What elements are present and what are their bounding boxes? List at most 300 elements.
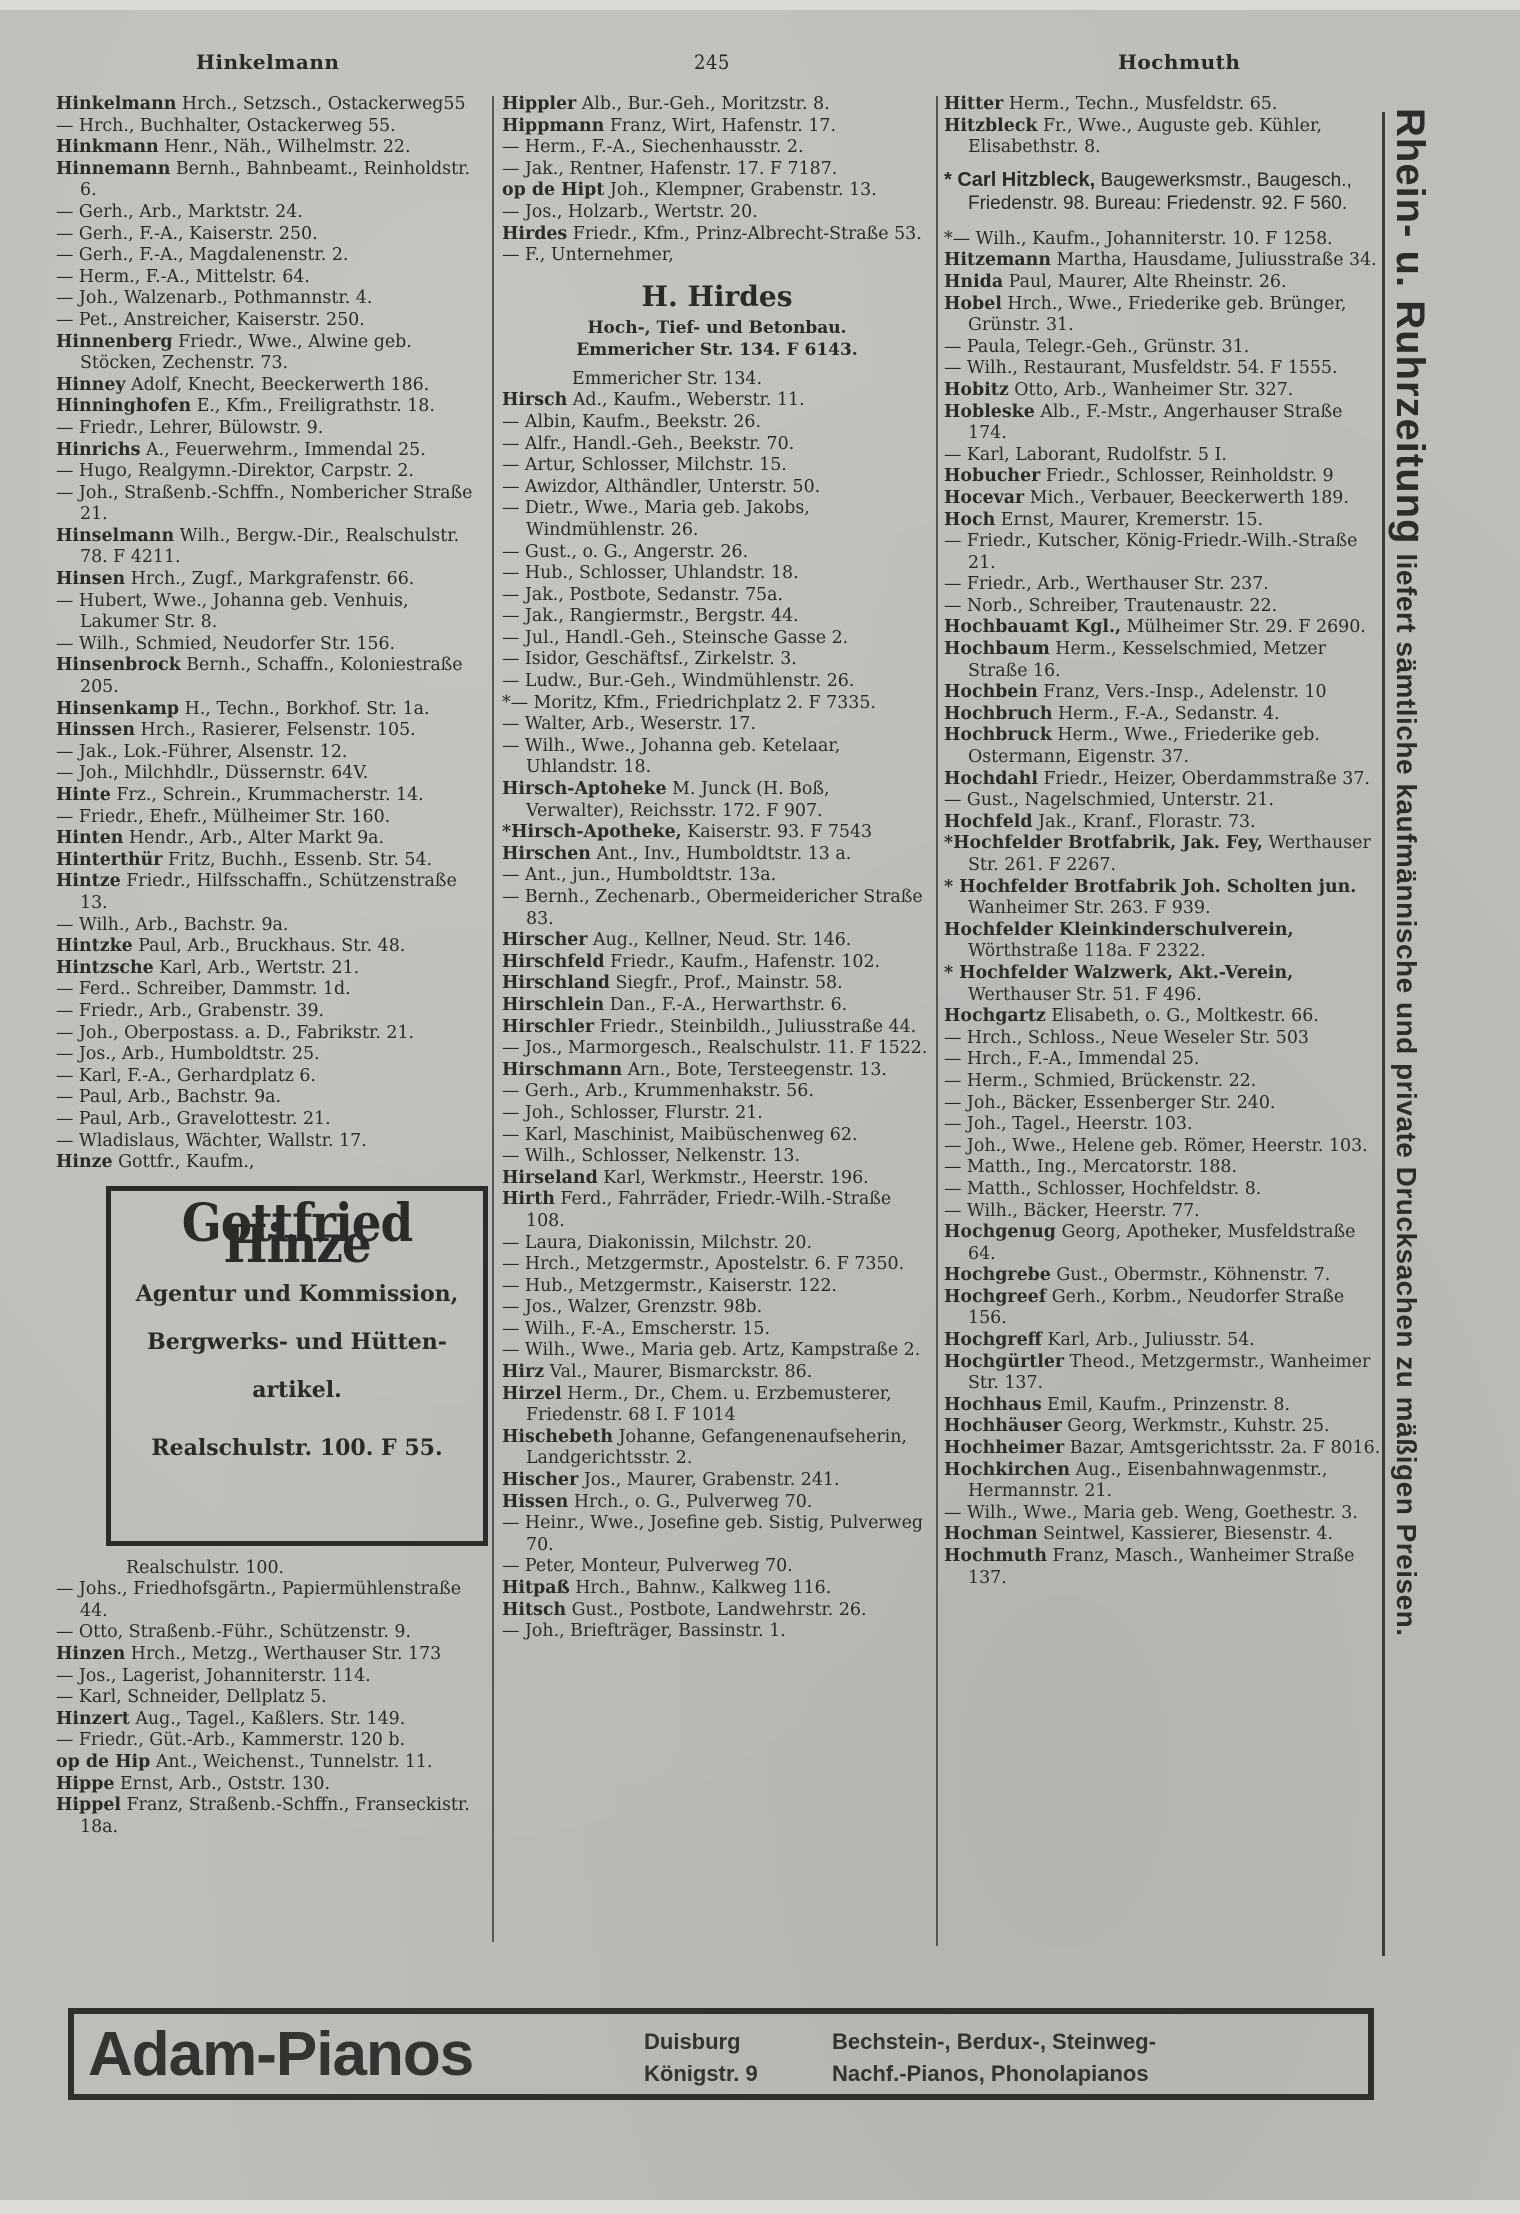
- entry-details: Friedr., Heizer, Oberdammstraße 37.: [1043, 768, 1370, 789]
- entry-details: Herm., Techn., Musfeldstr. 65.: [1008, 94, 1278, 114]
- page-bottom-edge: [0, 2200, 1520, 2214]
- entry-name: Hippmann: [502, 115, 605, 136]
- entry-details: Emmericher Str. 134.: [572, 368, 762, 389]
- entry-name: Hinssen: [56, 720, 135, 741]
- directory-entry: [502, 477, 932, 499]
- entry-name: —: [56, 266, 74, 287]
- entry-name: —: [56, 1730, 74, 1751]
- entry-details: Franz, Vers.-Insp., Adelenstr. 10: [1043, 682, 1327, 703]
- page-number: 245: [694, 50, 730, 74]
- entry-name: —: [502, 433, 520, 454]
- directory-entry: [944, 272, 1384, 294]
- entry-details: Paul, Arb., Gravelottestr. 21.: [78, 1108, 331, 1129]
- entry-name: Hitsch: [502, 1599, 567, 1620]
- ad-line: artikel.: [252, 1376, 342, 1403]
- entry-details: Karl, Schneider, Dellplatz 5.: [78, 1687, 327, 1708]
- directory-entry: [944, 1071, 1384, 1093]
- entry-details: Aug., Tagel., Kaßlers. Str. 149.: [135, 1708, 406, 1729]
- directory-entry: [502, 1081, 932, 1103]
- entry-details: Hrch., Metzgermstr., Apostelstr. 6. F 7350.: [524, 1254, 905, 1275]
- entry-name: —: [502, 1621, 520, 1642]
- entry-name: Hochgreef: [944, 1286, 1047, 1307]
- entry-details: Bernh., Zechenarb., Obermeidericher Straße 83.: [524, 887, 923, 929]
- directory-entry: [502, 1427, 932, 1470]
- entry-details: Friedr., Kutscher, König-Friedr.-Wilh.-Straße 21.: [966, 531, 1358, 573]
- directory-entry: [502, 116, 932, 138]
- directory-entry: [502, 1233, 932, 1255]
- entry-details: Herm., F.-A., Siechenhausstr. 2.: [524, 137, 804, 158]
- entry-name: —: [502, 158, 520, 179]
- ad-title: Gottfried Hinze: [181, 1192, 413, 1276]
- directory-entry: [502, 1254, 932, 1276]
- directory-entry: [502, 736, 932, 779]
- directory-entry: [56, 634, 488, 656]
- entry-details: Bazar, Amtsgerichtsstr. 2a. F 8016.: [1069, 1438, 1381, 1459]
- entry-name: —: [944, 1502, 962, 1523]
- entry-name: —: [56, 763, 74, 784]
- entry-name: —: [56, 590, 74, 611]
- entry-details: Johs., Friedhofsgärtn., Papiermühlenstraße 44.: [78, 1579, 462, 1621]
- directory-entry: [56, 742, 488, 764]
- entry-details: Matth., Schlosser, Hochfeldstr. 8.: [966, 1178, 1262, 1199]
- side-banner-slogan: liefert sämtliche kaufmännische und private Drucksachen zu mäßigen Preisen.: [1391, 553, 1422, 1637]
- entry-details: Hrch., Rasierer, Felsenstr. 105.: [140, 720, 416, 741]
- entry-name: —: [944, 1027, 962, 1048]
- entry-name: Hirschfeld: [502, 951, 605, 972]
- entry-name: Hinsenkamp: [56, 698, 180, 719]
- entry-details: Friedr., Ehefr., Mülheimer Str. 160.: [78, 806, 391, 827]
- directory-entry: [502, 1578, 932, 1600]
- entry-name: Hobleske: [944, 401, 1035, 422]
- entry-details: Hubert, Wwe., Johanna geb. Venhuis, Lakumer Str. 8.: [78, 590, 409, 633]
- entry-details: Karl, Maschinist, Maibüschenweg 62.: [524, 1124, 858, 1145]
- entry-name: Hirschland: [502, 973, 610, 994]
- entry-name: —: [56, 309, 74, 330]
- directory-entry: [502, 1621, 932, 1643]
- entries-list: [502, 94, 932, 267]
- directory-entry: [56, 332, 488, 375]
- entry-details: Bernh., Schaffn., Koloniestraße 205.: [80, 655, 463, 698]
- directory-entry: [502, 1340, 932, 1362]
- directory-entry: [944, 402, 1384, 445]
- directory-entry: [944, 1028, 1384, 1050]
- entry-details: Friedr., Kaufm., Hafenstr. 102.: [610, 951, 881, 972]
- entry-name: Hirth: [502, 1189, 555, 1210]
- entry-name: —: [502, 411, 520, 432]
- entry-name: —: [502, 671, 520, 692]
- entry-details: Hrch., Bahnw., Kalkweg 116.: [575, 1578, 832, 1598]
- entry-name: —: [502, 714, 520, 735]
- entry-details: Fritz, Buchh., Essenb. Str. 54.: [167, 849, 433, 870]
- entry-details: Gerh., Arb., Krummenhakstr. 56.: [524, 1081, 814, 1102]
- directory-entry: [502, 649, 932, 671]
- entry-details: Ferd., Fahrräder, Friedr.-Wilh.-Straße 108.: [526, 1189, 892, 1231]
- directory-entry: [56, 1066, 488, 1088]
- entry-name: —: [502, 1340, 520, 1361]
- entry-details: Ant., Weichenst., Tunnelstr. 11.: [155, 1752, 433, 1773]
- entry-details: Joh., Bäcker, Essenberger Str. 240.: [966, 1092, 1276, 1113]
- directory-entry: [502, 671, 932, 693]
- directory-entry: [502, 930, 932, 952]
- directory-entry: [944, 531, 1384, 574]
- entry-details: Arn., Bote, Tersteegenstr. 13.: [627, 1059, 887, 1080]
- entry-name: Hirschen: [502, 843, 591, 864]
- entry-details: Paul, Arb., Bruckhaus. Str. 48.: [138, 936, 406, 957]
- entry-details: Joh., Straßenb.-Schffn., Nombericher Straße 21.: [78, 482, 473, 525]
- entry-details: Wilh., F.-A., Emscherstr. 15.: [524, 1318, 770, 1339]
- entry-name: Hinzert: [56, 1708, 130, 1729]
- side-banner: [1390, 108, 1430, 2118]
- directory-entry: [502, 628, 932, 650]
- ad-gottfried-hinze: [106, 1186, 488, 1546]
- directory-entry: [502, 1319, 932, 1341]
- entry-name: Hintzke: [56, 936, 133, 957]
- entry-name: —: [944, 595, 962, 616]
- entry-details: Werthauser Str. 261. F 2267.: [968, 833, 1371, 875]
- entry-name: —: [944, 1157, 962, 1178]
- entry-details: Gust., Nagelschmied, Unterstr. 21.: [966, 790, 1274, 811]
- directory-entry: [56, 1087, 488, 1109]
- directory-entry: [944, 1006, 1384, 1028]
- entry-details: Isidor, Geschäftsf., Zirkelstr. 3.: [524, 649, 797, 670]
- entry-name: Hochhaus: [944, 1394, 1042, 1415]
- directory-entry: [56, 1666, 488, 1688]
- entry-details: Joh., Oberpostass. a. D., Fabrikstr. 21.: [78, 1022, 415, 1043]
- directory-entry: [502, 1600, 932, 1622]
- entry-details: Paula, Telegr.-Geh., Grünstr. 31.: [966, 336, 1250, 357]
- entry-name: op de Hip: [56, 1752, 151, 1773]
- entry-details: Paul, Arb., Bachstr. 9a.: [78, 1087, 282, 1108]
- directory-entry: [944, 725, 1384, 768]
- entry-details: Friedr., Kfm., Prinz-Albrecht-Straße 53.: [572, 223, 922, 244]
- directory-entry: [944, 116, 1384, 159]
- directory-entry: [944, 1265, 1384, 1287]
- entry-details: Karl, F.-A., Gerhardplatz 6.: [78, 1065, 316, 1086]
- directory-entry: [56, 159, 488, 202]
- entry-details: Karl, Werkmstr., Heerstr. 196.: [603, 1167, 869, 1188]
- entry-details: Joh., Tagel., Heerstr. 103.: [966, 1114, 1193, 1135]
- entry-details: Joh., Klempner, Grabenstr. 13.: [609, 180, 877, 201]
- entry-name: Hirz: [502, 1362, 545, 1383]
- directory-entry: [56, 1023, 488, 1045]
- directory-entry: [502, 1060, 932, 1082]
- entry-details: Otto, Straßenb.-Führ., Schützenstr. 9.: [78, 1622, 412, 1643]
- entry-details: Wilh., Wwe., Maria geb. Weng, Goethestr. 3.: [966, 1502, 1358, 1523]
- directory-entry: [944, 445, 1384, 467]
- directory-entry: [944, 1503, 1384, 1525]
- directory-entry: [944, 704, 1384, 726]
- column-2: [502, 94, 932, 1643]
- entry-name: —: [502, 606, 520, 627]
- entry-name: Hippel: [56, 1795, 122, 1816]
- entry-name: Hirschler: [502, 1016, 595, 1037]
- directory-entry: [944, 639, 1384, 682]
- directory-entry: [56, 1795, 488, 1838]
- directory-entry: [502, 822, 932, 844]
- entry-details: Herm., Schmied, Brückenstr. 22.: [966, 1070, 1257, 1091]
- entry-details: Mülheimer Str. 29. F 2690.: [1126, 617, 1366, 638]
- entry-name: —: [502, 1297, 520, 1318]
- entry-details: Jos., Maurer, Grabenstr. 241.: [583, 1470, 840, 1491]
- entries-list: [944, 94, 1384, 159]
- entry-name: —: [56, 741, 74, 762]
- directory-entry: [944, 769, 1384, 791]
- entry-details: Alb., Bur.-Geh., Moritzstr. 8.: [581, 94, 830, 114]
- entry-name: Hochbauamt Kgl.,: [944, 617, 1122, 638]
- directory-entry: [944, 358, 1384, 380]
- entry-name: Hocevar: [944, 487, 1025, 508]
- entry-details: Jak., Lok.-Führer, Alsenstr. 12.: [78, 741, 348, 762]
- entry-details: Hrch., Schloss., Neue Weseler Str. 503: [966, 1027, 1309, 1048]
- entry-name: —: [502, 455, 520, 476]
- entry-details: Hrch., Zugf., Markgrafenstr. 66.: [130, 569, 415, 590]
- entry-name: *—: [502, 692, 529, 713]
- directory-entry: [944, 1460, 1384, 1503]
- directory-entry: [944, 510, 1384, 532]
- directory-entry: [944, 94, 1384, 116]
- entry-name: Hitpaß: [502, 1578, 570, 1598]
- entry-name: —: [56, 1665, 74, 1686]
- entry-name: —: [56, 1622, 74, 1643]
- entries-list: [56, 1558, 488, 1839]
- entry-details: Bernh., Bahnbeamt., Reinholdstr. 6.: [80, 158, 471, 201]
- entry-name: —: [502, 1124, 520, 1145]
- entry-name: Hinselmann: [56, 525, 175, 546]
- ad-line: Agentur und Kommission,: [135, 1280, 459, 1307]
- entry-details: Herm., F.-A., Sedanstr. 4.: [1058, 703, 1280, 724]
- entry-details: H., Techn., Borkhof. Str. 1a.: [184, 698, 430, 719]
- entry-details: Herm., Wwe., Friederike geb. Ostermann, Eigenstr. 37.: [968, 725, 1320, 768]
- entry-details: Alfr., Handl.-Geh., Beekstr. 70.: [524, 433, 795, 454]
- entry-details: Ant., Inv., Humboldtstr. 13 a.: [596, 843, 852, 864]
- entry-name: Hoch: [944, 509, 996, 530]
- column-divider-2: [936, 96, 938, 1946]
- entry-details: Hendr., Arb., Alter Markt 9a.: [128, 828, 385, 849]
- entry-details: Herm., Kesselschmied, Metzer Straße 16.: [968, 639, 1326, 681]
- entry-name: —: [502, 498, 520, 519]
- directory-entry: [56, 1558, 488, 1580]
- entry-name: Hochbein: [944, 682, 1038, 703]
- directory-entry: [502, 1146, 932, 1168]
- entry-details: Gerh., F.-A., Kaiserstr. 250.: [78, 223, 318, 244]
- entry-name: —: [502, 541, 520, 562]
- entry-name: —: [944, 1092, 962, 1113]
- entry-name: Hochfeld: [944, 811, 1033, 832]
- directory-entry: [944, 1330, 1384, 1352]
- entry-name: —: [502, 1038, 520, 1059]
- directory-entry: [56, 224, 488, 246]
- entry-name: * Hochfelder Brotfabrik Joh. Scholten jun.: [944, 876, 1357, 897]
- entry-details: Wörthstraße 118a. F 2322.: [968, 941, 1206, 962]
- entry-name: Hochheimer: [944, 1438, 1065, 1459]
- directory-entry: [502, 542, 932, 564]
- directory-entry: [56, 267, 488, 289]
- entry-name: —: [56, 115, 74, 136]
- directory-entry: [944, 1222, 1384, 1265]
- entry-details: Jak., Kranf., Florastr. 73.: [1038, 811, 1256, 832]
- entry-details: Jul., Handl.-Geh., Steinsche Gasse 2.: [524, 627, 849, 648]
- entry-details: Friedr., Arb., Grabenstr. 39.: [78, 1000, 325, 1021]
- entry-details: Wilh., Arb., Bachstr. 9a.: [78, 914, 289, 935]
- directory-entry: [502, 1384, 932, 1427]
- entry-name: —: [502, 1556, 520, 1577]
- entry-details: Jos., Arb., Humboldtstr. 25.: [78, 1044, 320, 1065]
- entry-name: Hochdahl: [944, 768, 1038, 789]
- directory-entry: [502, 1168, 932, 1190]
- entry-name: Hischebeth: [502, 1426, 614, 1447]
- entry-name: Hissen: [502, 1491, 569, 1512]
- entry-name: —: [502, 137, 520, 158]
- directory-entry: [944, 1114, 1384, 1136]
- entry-details: Wilh., Bäcker, Heerstr. 77.: [966, 1200, 1200, 1221]
- entry-name: Hitter: [944, 94, 1004, 114]
- directory-entry: [502, 1038, 932, 1060]
- entry-details: Hrch., Buchhalter, Ostackerweg 55.: [78, 115, 396, 136]
- entry-name: Hirscher: [502, 930, 588, 951]
- entry-details: Martha, Hausdame, Juliusstraße 34.: [1056, 250, 1377, 271]
- entry-details: Frz., Schrein., Krummacherstr. 14.: [116, 785, 424, 805]
- entry-details: Wilh., Schlosser, Nelkenstr. 13.: [524, 1146, 801, 1167]
- entry-name: —: [502, 865, 520, 886]
- directory-entry: [56, 936, 488, 958]
- entry-name: Hitzbleck: [944, 115, 1038, 136]
- directory-entry: [944, 1049, 1384, 1071]
- entry-details: Kaiserstr. 93. F 7543: [687, 822, 873, 843]
- directory-entry: [502, 390, 932, 412]
- entry-details: Ludw., Bur.-Geh., Windmühlenstr. 26.: [524, 671, 855, 692]
- entry-name: Hinninghofen: [56, 396, 192, 417]
- entry-details: Friedr., Arb., Werthauser Str. 237.: [966, 574, 1269, 595]
- entry-details: Georg, Apotheker, Musfeldstraße 64.: [968, 1222, 1356, 1264]
- entry-name: —: [944, 336, 962, 357]
- entry-details: Wilh., Wwe., Johanna geb. Ketelaar, Uhlandstr. 18.: [524, 735, 841, 778]
- entry-details: M. Junck (H. Boß, Verwalter), Reichsstr. 172. F 907.: [526, 779, 830, 821]
- entry-details: Ferd.. Schreiber, Dammstr. 1d.: [78, 979, 351, 1000]
- directory-entry: [56, 310, 488, 332]
- entry-name: Hochbaum: [944, 639, 1050, 660]
- entry-details: Franz, Masch., Wanheimer Straße 137.: [968, 1546, 1355, 1588]
- entry-name: Hirzel: [502, 1383, 562, 1404]
- directory-entry: [56, 655, 488, 698]
- entry-details: Theod., Metzgermstr., Wanheimer Str. 137.: [968, 1351, 1371, 1394]
- entry-name: Hinnenberg: [56, 331, 173, 352]
- directory-entry: [56, 850, 488, 872]
- directory-entry: [944, 1352, 1384, 1395]
- directory-entry: [944, 1136, 1384, 1158]
- entry-details: Wilh., Schmied, Neudorfer Str. 156.: [78, 633, 396, 654]
- entry-details: Ernst, Maurer, Kremerstr. 15.: [1000, 509, 1264, 530]
- directory-entry: [502, 693, 932, 715]
- entry-name: —: [502, 735, 520, 756]
- directory-entry: [56, 979, 488, 1001]
- entry-name: Hinten: [56, 828, 124, 849]
- entry-details: Peter, Monteur, Pulverweg 70.: [524, 1556, 793, 1577]
- directory-entry: [502, 1362, 932, 1384]
- entry-details: Hrch., Wwe., Friederike geb. Brünger, Grünstr. 31.: [968, 293, 1347, 336]
- directory-entry: [56, 1131, 488, 1153]
- column-3: [944, 94, 1384, 1589]
- directory-entry: [502, 887, 932, 930]
- directory-entry: [56, 1709, 488, 1731]
- entry-details: Jos., Lagerist, Johanniterstr. 114.: [78, 1665, 371, 1686]
- entry-details: Joh., Schlosser, Flurstr. 21.: [524, 1102, 763, 1123]
- directory-entry: [56, 958, 488, 980]
- entry-details: Albin, Kaufm., Beekstr. 26.: [524, 411, 761, 432]
- entry-name: Hippler: [502, 94, 577, 114]
- entry-name: —: [56, 1687, 74, 1708]
- directory-entry: [944, 1524, 1384, 1546]
- directory-entry: [944, 682, 1384, 704]
- directory-entry: [56, 1001, 488, 1023]
- entry-details: Otto, Arb., Wanheimer Str. 327.: [1014, 379, 1294, 400]
- entry-name: —: [502, 1146, 520, 1167]
- entry-name: Hochgreff: [944, 1330, 1042, 1351]
- ad-carl-hitzbleck: [944, 169, 1384, 215]
- directory-entry: [944, 337, 1384, 359]
- entry-name: Hirdes: [502, 223, 568, 244]
- entry-name: Hirsch: [502, 390, 568, 411]
- directory-entry: [56, 1622, 488, 1644]
- entry-details: Gerh., Korbm., Neudorfer Straße 156.: [968, 1286, 1345, 1329]
- directory-entry: [56, 116, 488, 138]
- entry-name: —: [944, 444, 962, 465]
- directory-entry: [944, 1395, 1384, 1417]
- entry-name: —: [56, 1087, 74, 1108]
- entry-details: Awizdor, Althändler, Unterstr. 50.: [524, 476, 821, 497]
- directory-entry: [944, 920, 1384, 963]
- directory-entry: [56, 1774, 488, 1796]
- directory-entry: [56, 288, 488, 310]
- directory-entry: [944, 596, 1384, 618]
- entry-name: —: [502, 1318, 520, 1339]
- entry-name: —: [56, 482, 74, 503]
- entry-details: Jak., Postbote, Sedanstr. 75a.: [524, 584, 784, 605]
- entries-list: [56, 94, 488, 1174]
- header-first-keyword: Hinkelmann: [196, 50, 340, 74]
- column-1: [56, 94, 488, 1838]
- entry-details: Hrch., Metzg., Werthauser Str. 173: [130, 1644, 442, 1665]
- entry-details: Franz, Wirt, Hafenstr. 17.: [609, 115, 837, 136]
- entry-name: Hinzen: [56, 1644, 126, 1665]
- entry-details: Walter, Arb., Weserstr. 17.: [524, 714, 756, 735]
- directory-entry: [56, 828, 488, 850]
- entry-name: Hochfelder Kleinkinderschulverein,: [944, 919, 1294, 940]
- entry-details: Franz, Straßenb.-Schffn., Franseckistr. 18a.: [80, 1795, 470, 1837]
- entry-details: Joh., Wwe., Helene geb. Römer, Heerstr. 103.: [966, 1135, 1368, 1156]
- entry-details: Gust., o. G., Angerstr. 26.: [524, 541, 749, 562]
- entry-name: Hinkmann: [56, 137, 159, 158]
- entry-details: Gust., Postbote, Landwehrstr. 26.: [571, 1599, 867, 1620]
- directory-entry: [56, 418, 488, 440]
- entry-name: Hinsen: [56, 569, 126, 590]
- entry-name: Hinnemann: [56, 158, 171, 179]
- entry-details: Seintwel, Kassierer, Biesenstr. 4.: [1043, 1524, 1333, 1545]
- ad-adam-pianos: [68, 2008, 1374, 2100]
- entry-name: —: [502, 563, 520, 584]
- directory-entry: [502, 865, 932, 887]
- directory-entry: [56, 785, 488, 807]
- directory-entry: [56, 720, 488, 742]
- entry-name: *Hirsch-Apotheke,: [502, 822, 682, 843]
- entry-details: Aug., Eisenbahnwagenmstr., Hermannstr. 21.: [968, 1459, 1328, 1502]
- entry-details: Pet., Anstreicher, Kaiserstr. 250.: [78, 309, 365, 330]
- page-top-edge: [0, 0, 1520, 10]
- entry-name: Hochgenug: [944, 1222, 1056, 1243]
- entry-name: —: [502, 201, 520, 222]
- entry-details: Hrch., Setzsch., Ostackerweg55: [181, 94, 466, 114]
- entry-details: Jos., Holzarb., Wertstr. 20.: [524, 201, 758, 222]
- entry-details: Ant., jun., Humboldtstr. 13a.: [524, 865, 777, 886]
